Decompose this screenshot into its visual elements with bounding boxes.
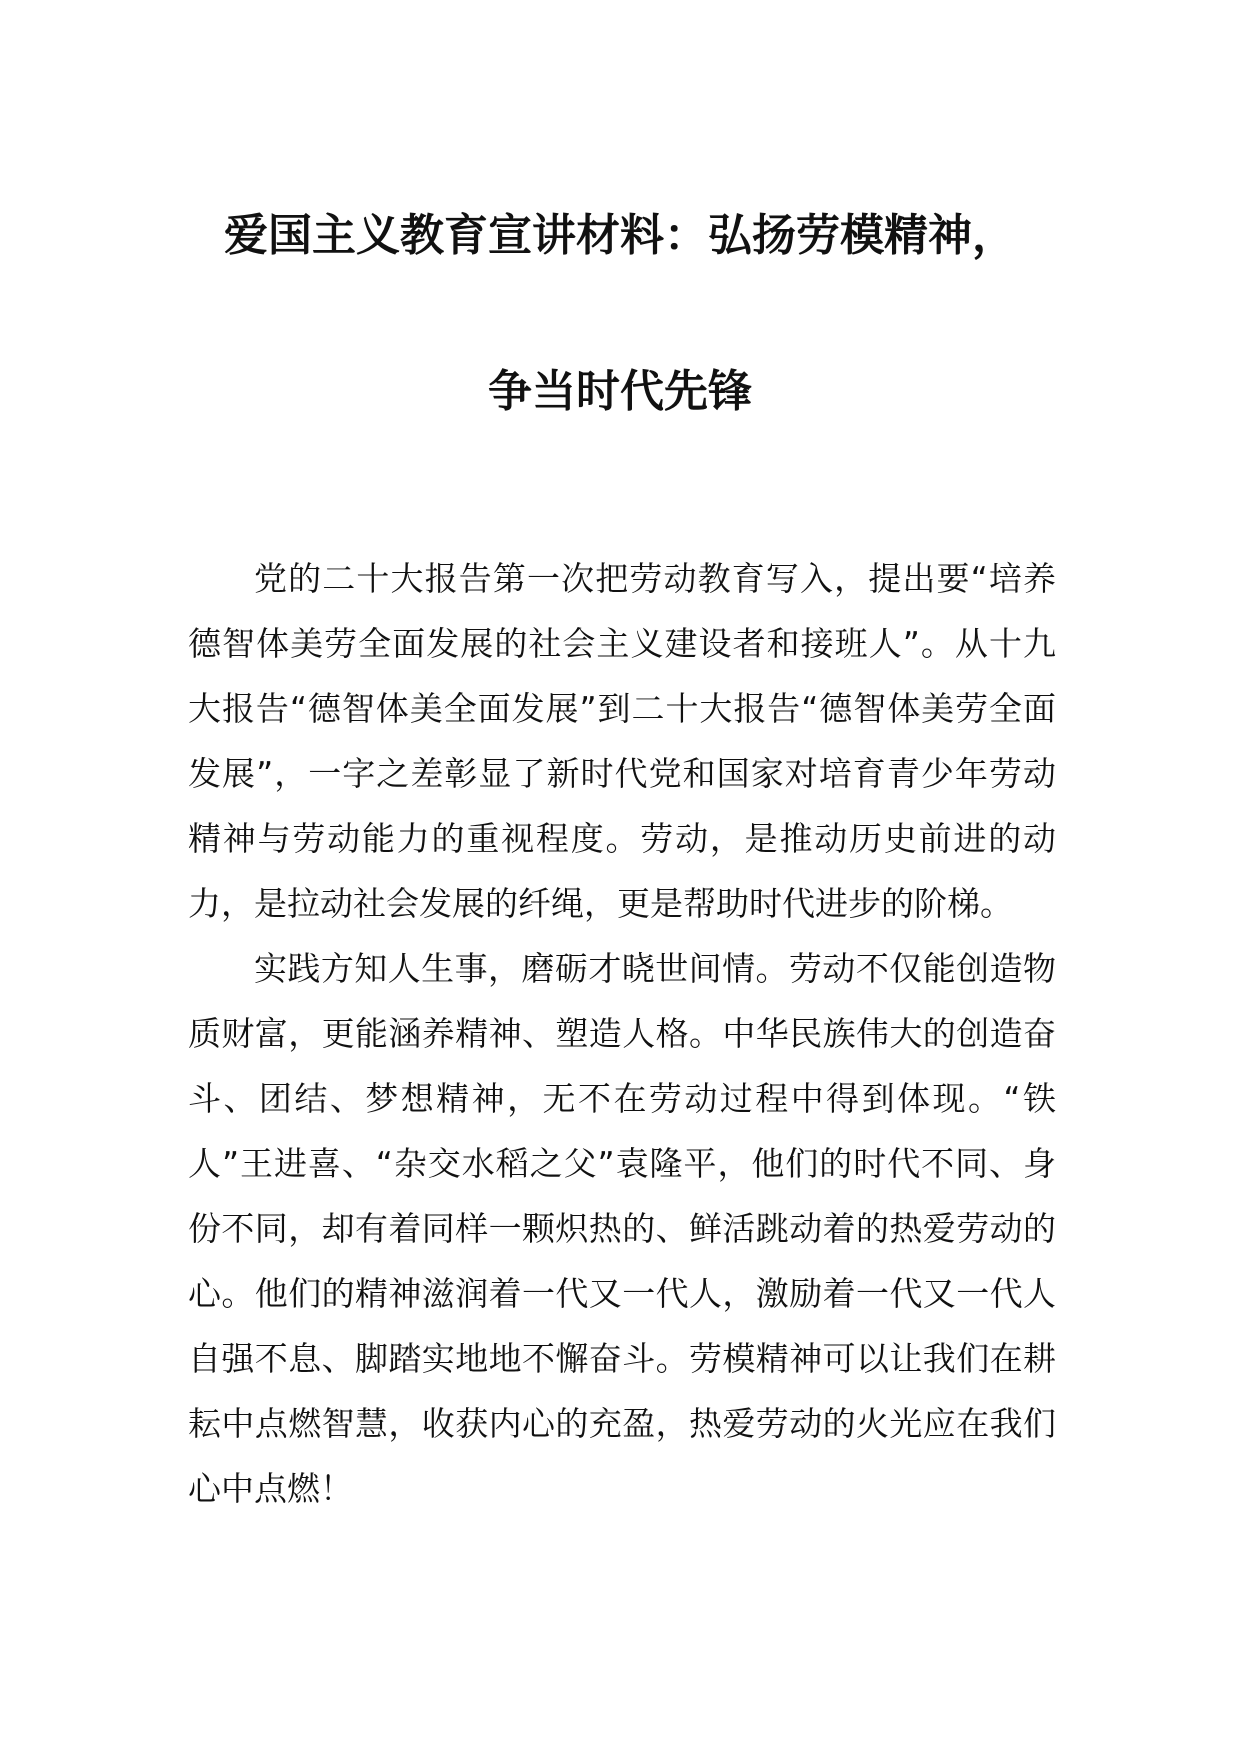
document-body	[188, 546, 1056, 1521]
document-title-line-2: 争当时代先锋	[488, 366, 752, 417]
paragraph-2: 实践方知人生事，磨砺才晓世间情。劳动不仅能创造物质财富，更能涵养精神、塑造人格。中华民族伟大的创造奋斗、团结、梦想精神，无不在劳动过程中得到体现。“铁人”王进喜、“杂交水稻之父”袁隆平，他们的时代不同、身份不同，却有着同样一颗炽热的、鲜活跳动着的热爱劳动的心。他们的精神滋润着一代又一代人，激励着一代又一代人自强不息、脚踏实地地不懈奋斗。劳模精神可以让我们在耕耘中点燃智慧，收获内心的充盈，热爱劳动的火光应在我们心中点燃！	[188, 949, 1056, 1508]
document-title-line-1: 爱国主义教育宣讲材料：弘扬劳模精神，	[224, 210, 1016, 261]
paragraph-1: 党的二十大报告第一次把劳动教育写入，提出要“培养德智体美劳全面发展的社会主义建设者和接班人”。从十九大报告“德智体美全面发展”到二十大报告“德智体美劳全面发展”，一字之差彰显了新时代党和国家对培育青少年劳动精神与劳动能力的重视程度。劳动，是推动历史前进的动力，是拉动社会发展的纤绳，更是帮助时代进步的阶梯。	[188, 559, 1056, 923]
